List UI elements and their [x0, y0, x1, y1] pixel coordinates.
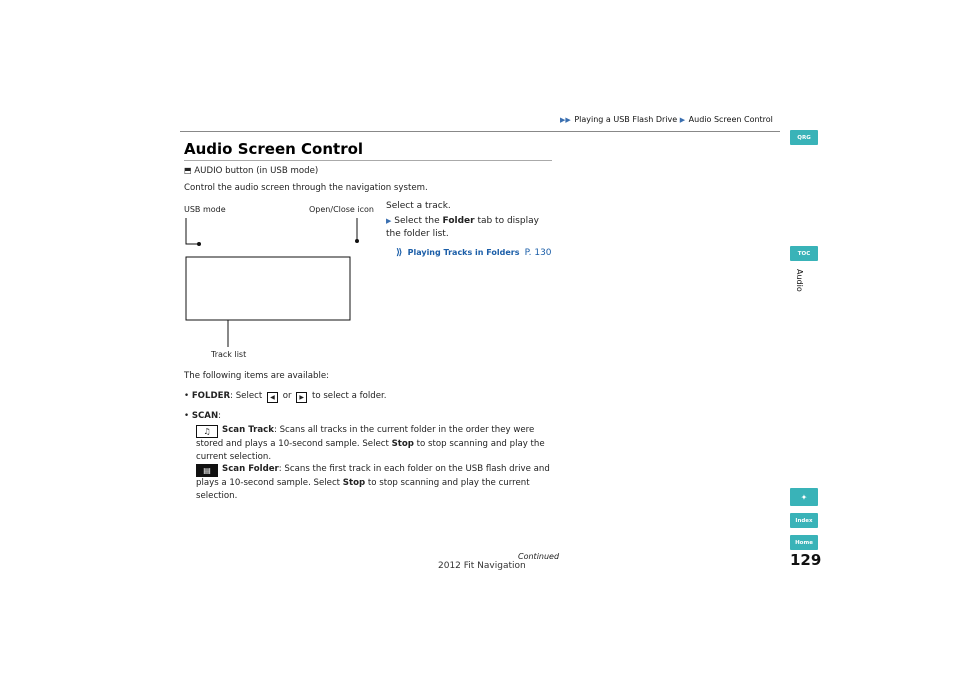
subtitle [184, 166, 318, 176]
open-close-dot [355, 239, 359, 243]
step-sub: ▶ Select the Folder tab to display the folder list. [386, 216, 539, 239]
next-icon: ▶ [296, 392, 307, 403]
qrg-tab[interactable]: QRG [790, 130, 818, 145]
title-divider [184, 160, 552, 161]
scan-track-icon: ♫ [196, 425, 218, 438]
step-select-track: Select a track. [386, 201, 451, 211]
header-divider [180, 131, 780, 132]
item-folder: • FOLDER: Select ◀ or ▶ to select a folder. [184, 391, 387, 401]
scan-folder-description: ▤ Scan Folder: Scans the first track in each folder on the USB flash drive and plays a 10-second sample. Select Stop to stop scanning and play the current selection. [196, 464, 550, 501]
intro-text: Control the audio screen through the navigation system. [184, 183, 428, 193]
arrow-right-icon: ▶ [386, 217, 392, 225]
index-tab[interactable]: Index [790, 513, 818, 528]
page-number: 129 [790, 551, 822, 569]
breadcrumb [560, 115, 773, 124]
label-usb-mode: USB mode [184, 205, 226, 214]
link-arrow-icon: ⟫ [396, 248, 403, 258]
voice-command-icon: ✦ [800, 492, 808, 502]
screen-frame [186, 257, 350, 320]
arrow-right-icon: ▶ [679, 116, 686, 124]
link-playing-tracks[interactable]: ⟫ Playing Tracks in Folders P. 130 [396, 248, 552, 258]
item-scan: • SCAN: [184, 411, 222, 421]
screen-diagram [180, 212, 380, 362]
toc-tab[interactable]: TOC [790, 246, 818, 261]
subtitle-text: AUDIO button (in USB mode) [194, 166, 319, 176]
label-track-list: Track list [211, 350, 247, 359]
breadcrumb-item-usb[interactable]: Playing a USB Flash Drive [574, 115, 678, 124]
items-intro: The following items are available: [184, 371, 330, 381]
usb-mode-leader [186, 218, 199, 244]
bullet: • [184, 411, 190, 421]
scan-folder-icon: ▤ [196, 464, 218, 477]
label-open-close-icon: Open/Close icon [309, 205, 374, 214]
button-icon: ⬒ [184, 166, 192, 175]
voice-command-tab[interactable] [790, 488, 818, 506]
arrow-right-icon: ▶▶ [560, 116, 571, 124]
page-title: Audio Screen Control [184, 140, 364, 158]
scan-track-description: ♫ Scan Track: Scans all tracks in the current folder in the order they were stored and plays a 10-second sample. Select Stop to stop scanning and play the current selection. [196, 425, 545, 462]
section-label-audio: Audio [795, 269, 804, 292]
bullet: • [184, 391, 190, 401]
usb-mode-dot [197, 242, 201, 246]
folder-tab-term: Folder [442, 216, 475, 226]
continued-label: Continued [518, 552, 560, 561]
breadcrumb-item-current: Audio Screen Control [688, 115, 773, 124]
previous-icon: ◀ [267, 392, 278, 403]
model-label: 2012 Fit Navigation [438, 561, 526, 571]
home-tab[interactable]: Home [790, 535, 818, 550]
